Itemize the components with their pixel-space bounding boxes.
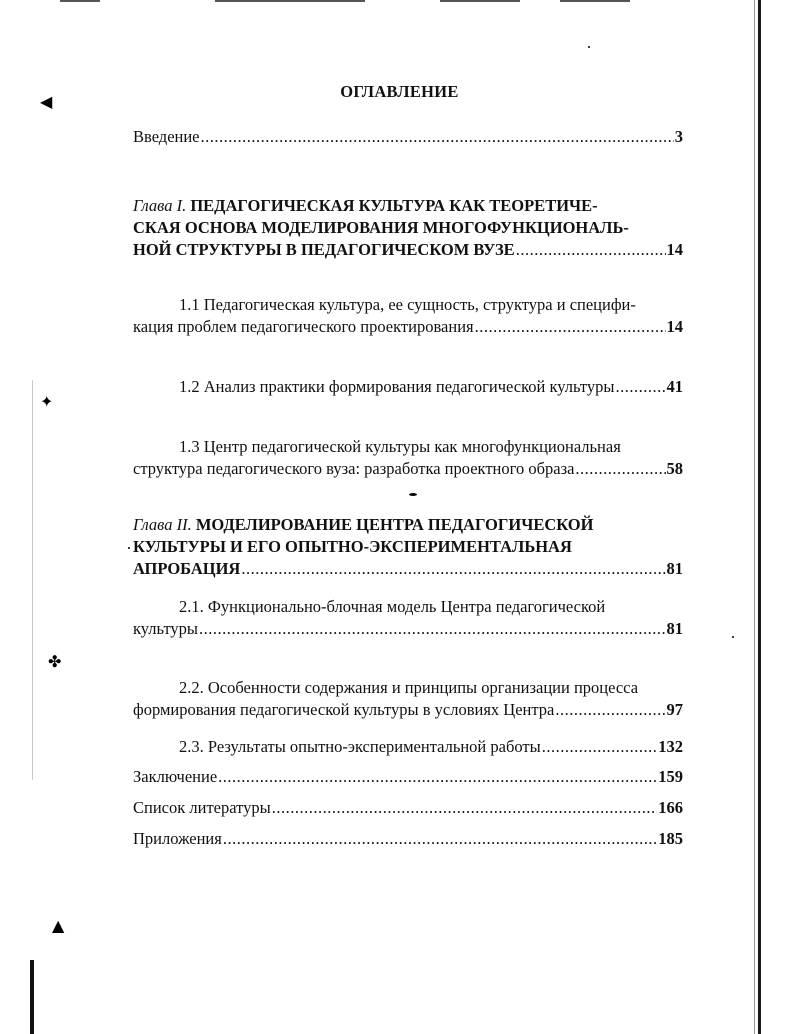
scan-speck: [588, 46, 590, 48]
chapter-label: Глава I.: [133, 196, 187, 215]
scan-speck: [732, 636, 734, 638]
leader-dots: [542, 736, 658, 758]
page-title: ОГЛАВЛЕНИЕ: [340, 82, 459, 101]
leader-dots: [199, 618, 665, 640]
scan-top-mark: [60, 0, 100, 2]
toc-section-2-2: [133, 677, 683, 721]
toc-chapter-2: [133, 514, 683, 580]
leader-dots: [616, 376, 666, 398]
toc-section-2-3: [133, 736, 683, 758]
page-number: 97: [666, 700, 683, 719]
leader-dots: [201, 126, 674, 148]
section-title-line: 2.1. Функционально-блочная модель Центра педагогической: [179, 597, 606, 616]
page-number: 159: [658, 767, 683, 786]
toc-entry-label: Введение: [133, 127, 200, 146]
leader-dots: [516, 239, 666, 261]
punch-hole-mark: ◀: [40, 92, 53, 111]
toc-entry-label: Приложения: [133, 829, 222, 848]
scan-edge-right: [758, 0, 761, 1034]
page-number: 14: [666, 240, 683, 259]
page-number: 41: [666, 377, 683, 396]
punch-hole-mark: ✤: [48, 652, 62, 671]
leader-dots: [475, 316, 666, 338]
scan-speck: [409, 493, 417, 496]
section-title-line: 2.3. Результаты опытно-экспериментальной работы: [179, 737, 541, 756]
chapter-title-line: АПРОБАЦИЯ: [133, 559, 241, 578]
scan-top-mark: [560, 0, 630, 2]
chapter-title-line: НОЙ СТРУКТУРЫ В ПЕДАГОГИЧЕСКОМ ВУЗЕ: [133, 240, 515, 259]
scan-top-mark: [440, 0, 520, 2]
toc-chapter-1: [133, 195, 683, 261]
section-title-line: 1.1 Педагогическая культура, ее сущность, структура и специфи-: [179, 295, 636, 314]
page-number: 58: [666, 459, 683, 478]
section-title-line: формирования педагогической культуры в условиях Центра: [133, 700, 555, 719]
leader-dots: [218, 766, 657, 788]
page-number: 81: [666, 559, 683, 578]
section-title-line: 1.3 Центр педагогической культуры как многофункциональная: [179, 437, 621, 456]
leader-dots: [241, 558, 665, 580]
chapter-title-line: КУЛЬТУРЫ И ЕГО ОПЫТНО-ЭКСПЕРИМЕНТАЛЬНАЯ: [133, 537, 572, 556]
toc-section-1-3: [133, 436, 683, 480]
page-number: 14: [666, 317, 683, 336]
section-title-line: 2.2. Особенности содержания и принципы организации процесса: [179, 678, 639, 697]
leader-dots: [272, 797, 658, 819]
page-number: 3: [674, 127, 683, 146]
scan-speck: [128, 547, 130, 549]
chapter-label: Глава II.: [133, 515, 192, 534]
leader-dots: [575, 458, 665, 480]
punch-hole-mark: ▲: [52, 916, 65, 935]
page-number: 81: [666, 619, 683, 638]
section-title-line: кация проблем педагогического проектирования: [133, 317, 474, 336]
chapter-title-line: ПЕДАГОГИЧЕСКАЯ КУЛЬТУРА КАК ТЕОРЕТИЧЕ-: [190, 196, 598, 215]
scan-edge-left: [30, 960, 34, 1034]
section-title-line: культуры: [133, 619, 199, 638]
section-title-line: 1.2 Анализ практики формирования педагогической культуры: [179, 377, 615, 396]
leader-dots: [223, 828, 657, 850]
page-number: 132: [658, 737, 683, 756]
toc-section-2-1: [133, 596, 683, 640]
chapter-title-line: МОДЕЛИРОВАНИЕ ЦЕНТРА ПЕДАГОГИЧЕСКОЙ: [195, 515, 594, 534]
toc-entry-conclusion: [133, 766, 683, 788]
scan-edge-left-thin: [32, 380, 33, 780]
toc-entry-references: [133, 797, 683, 819]
leader-dots: [555, 699, 665, 721]
toc-entry-label: Заключение: [133, 767, 218, 786]
toc-section-1-2: [133, 376, 683, 398]
toc-entry-appendices: [133, 828, 683, 850]
page-number: 166: [658, 798, 683, 817]
page-number: 185: [658, 829, 683, 848]
scan-edge-right-thin: [754, 0, 755, 1034]
toc-entry-intro: [133, 126, 683, 148]
toc-section-1-1: [133, 294, 683, 338]
toc-entry-label: Список литературы: [133, 798, 271, 817]
section-title-line: структура педагогического вуза: разработка проектного образа: [133, 459, 575, 478]
punch-hole-mark: ✦: [40, 392, 54, 411]
scan-top-mark: [215, 0, 365, 2]
chapter-title-line: СКАЯ ОСНОВА МОДЕЛИРОВАНИЯ МНОГОФУНКЦИОНАЛЬ-: [133, 218, 629, 237]
